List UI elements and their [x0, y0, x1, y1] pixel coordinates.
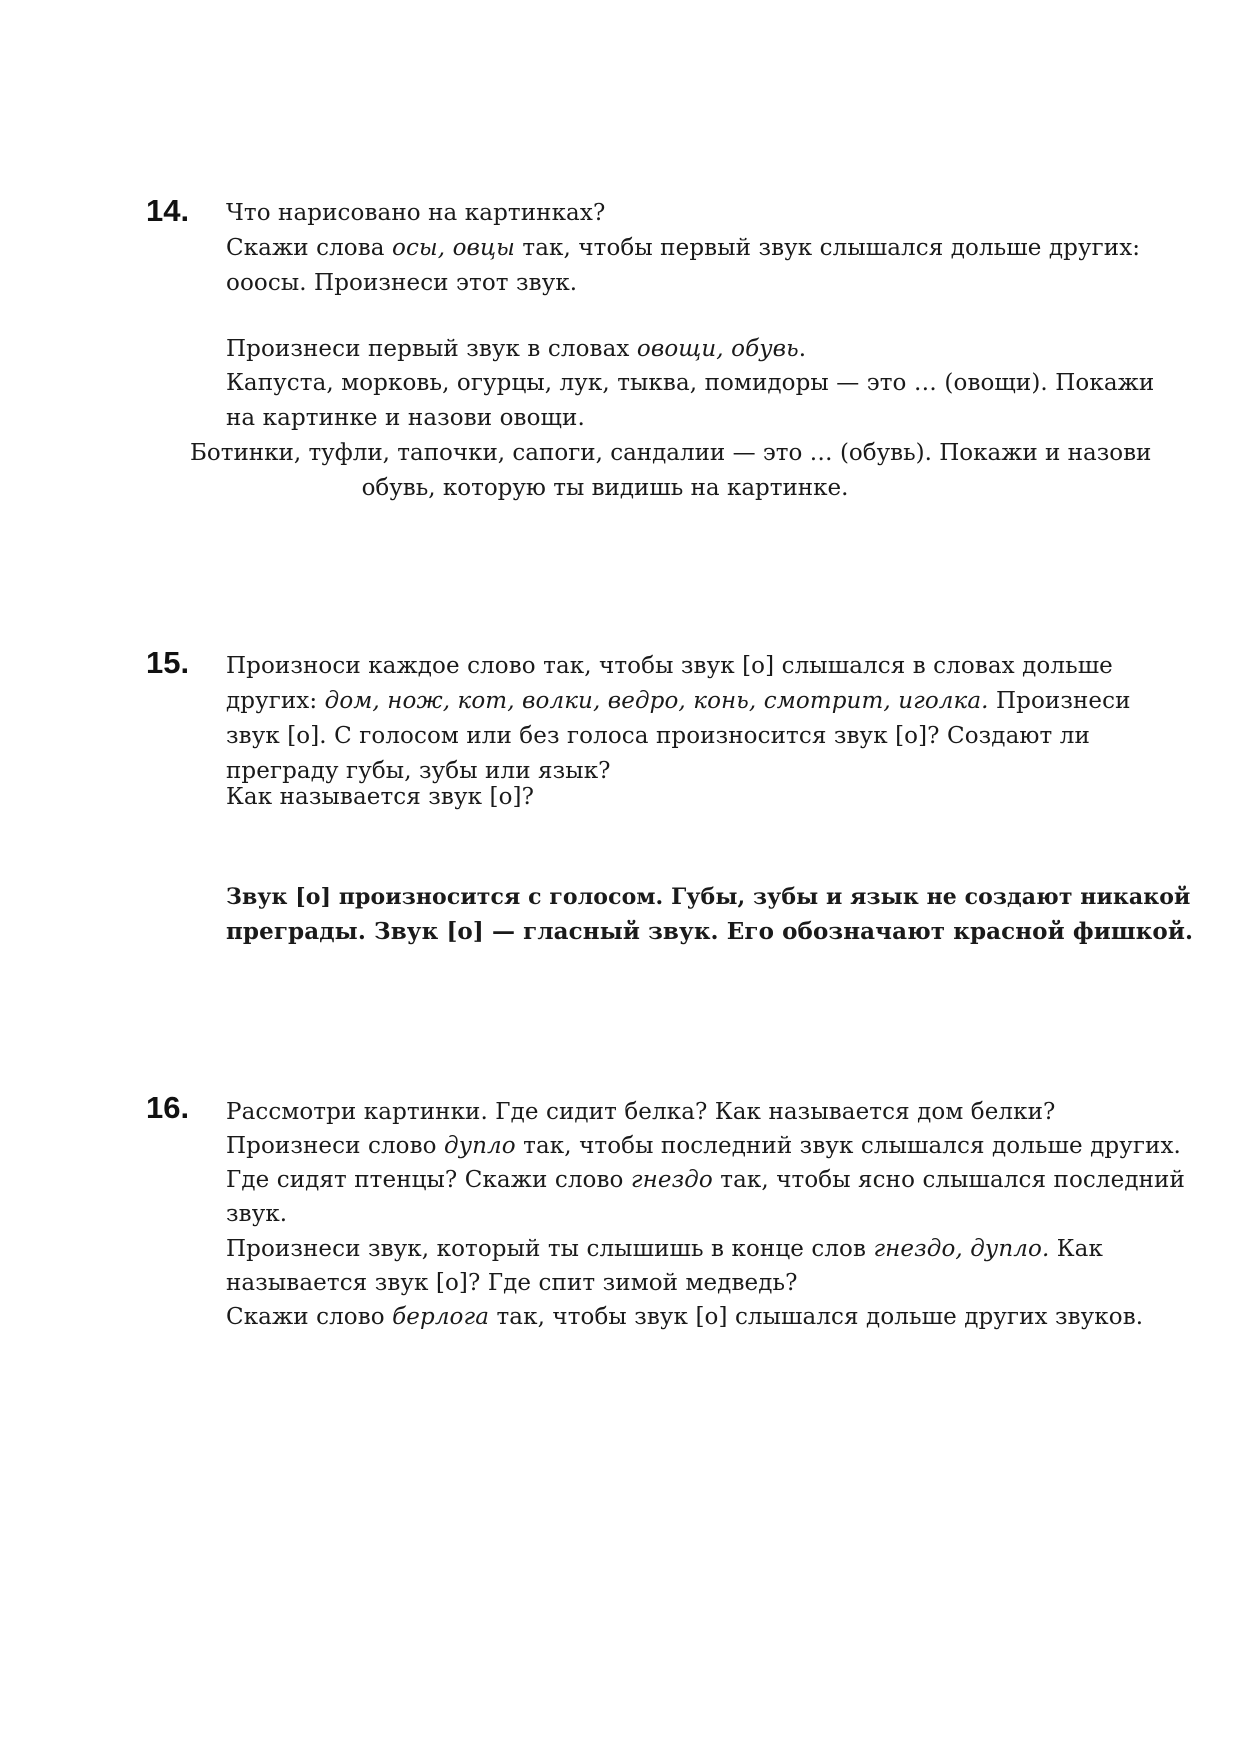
ex14-line-4: Произнеси первый звук в словах овощи, обувь. [226, 336, 807, 362]
ex15-rule-line-2: преграды. Звук [о] — гласный звук. Его обозначают красной фишкой. [226, 918, 1194, 945]
ex15-rule-line-1: Звук [о] произносится с голосом. Губы, зубы и язык не создают никакой [226, 884, 1191, 910]
ex16-line-1: Рассмотри картинки. Где сидит белка? Как называется дом белки? [226, 1099, 1056, 1125]
ex15-line-1: Произноси каждое слово так, чтобы звук [о] слышался в словах дольше [226, 653, 1113, 679]
ex15-line-3: звук [о]. С голосом или без голоса произносится звук [о]? Создают ли [226, 723, 1090, 749]
ex14-line-2: Скажи слова осы, овцы так, чтобы первый звук слышался дольше других: [226, 235, 1141, 261]
ex15-line-4: преграду губы, зубы или язык? [226, 758, 611, 784]
ex16-line-2: Произнеси слово дупло так, чтобы последний звук слышался дольше других. [226, 1133, 1181, 1159]
exercise-16-number: 16. [146, 1090, 190, 1125]
ex15-line-5: Как называется звук [о]? [226, 784, 535, 810]
ex14-line-6: на картинке и назови овощи. [226, 405, 585, 431]
ex14-line-8: обувь, которую ты видишь на картинке. [361, 475, 849, 501]
ex14-line-5: Капуста, морковь, огурцы, лук, тыква, помидоры — это … (овощи). Покажи [226, 370, 1155, 396]
ex14-line-3: ооосы. Произнеси этот звук. [226, 270, 578, 296]
ex14-line-1: Что нарисовано на картинках? [226, 200, 606, 226]
exercise-15-number: 15. [146, 645, 190, 680]
ex15-line-2: других: дом, нож, кот, волки, ведро, конь, смотрит, иголка. Произнеси [226, 688, 1131, 714]
ex16-line-4: звук. [226, 1201, 288, 1227]
exercise-14-number: 14. [146, 193, 190, 228]
ex16-line-3: Где сидят птенцы? Скажи слово гнездо так, чтобы ясно слышался последний [226, 1167, 1185, 1193]
ex14-line-7: Ботинки, туфли, тапочки, сапоги, сандалии — это … (обувь). Покажи и назови [190, 440, 1152, 466]
ex16-line-7: Скажи слово берлога так, чтобы звук [о] слышался дольше других звуков. [226, 1304, 1144, 1330]
ex16-line-6: называется звук [о]? Где спит зимой медведь? [226, 1270, 798, 1296]
ex16-line-5: Произнеси звук, который ты слышишь в конце слов гнездо, дупло. Как [226, 1236, 1103, 1262]
